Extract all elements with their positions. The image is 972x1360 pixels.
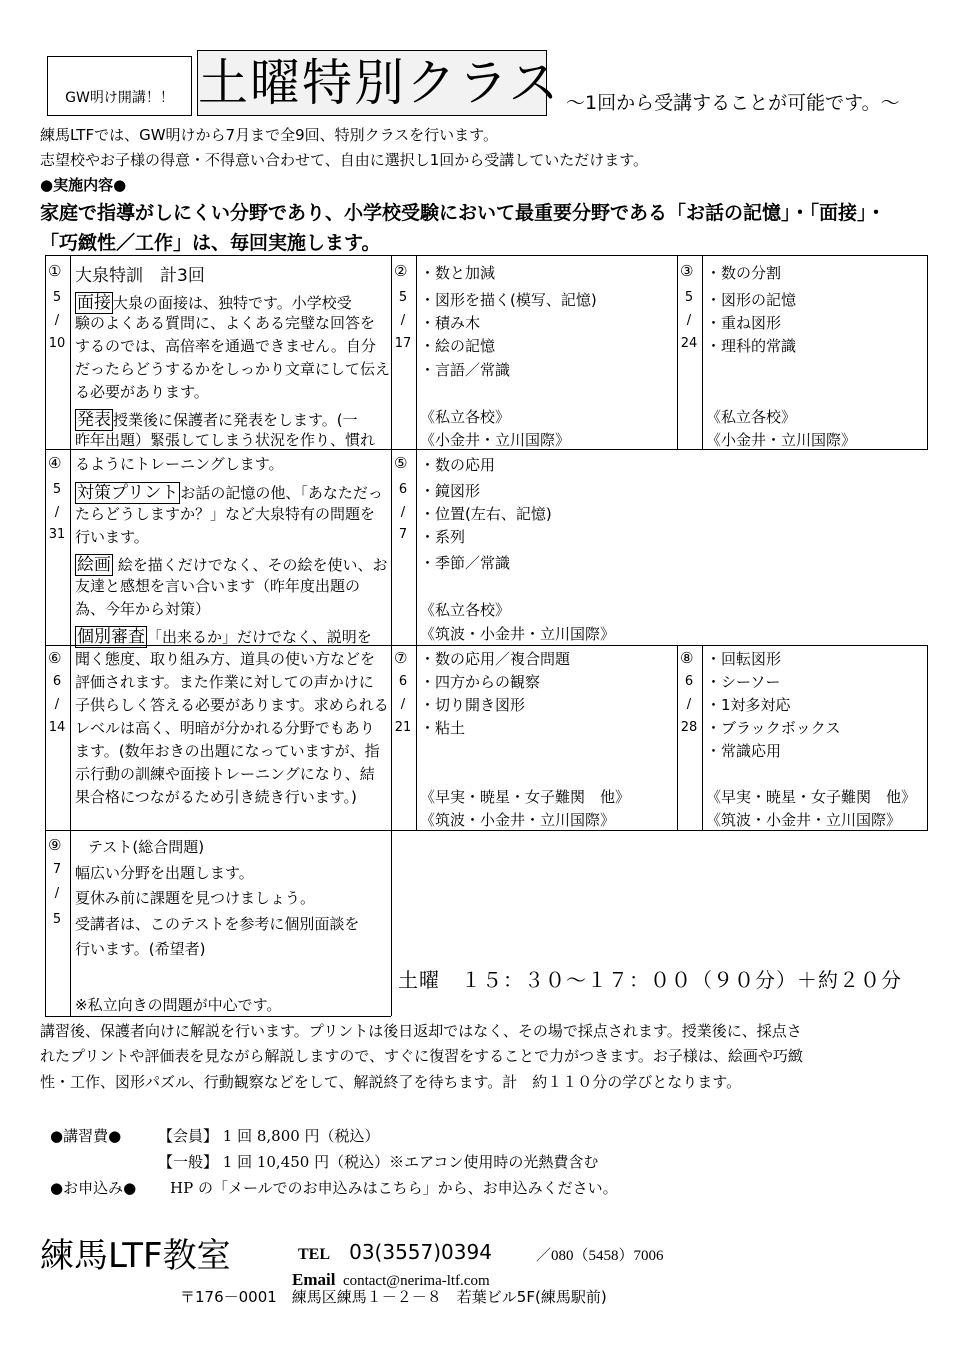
kobetsu-text: 評価されます。また作業に対しての声かけに: [75, 673, 374, 691]
session-5-item: ・系列: [420, 528, 466, 546]
explanation-line: れたプリントや評価表を見ながら解説しますので、すぐに復習をすることで力がつきます。お子様は、絵画や巧緻: [40, 1047, 803, 1065]
session-8-school: 《早実・暁星・女子難関 他》: [706, 788, 917, 806]
session-4-date: 5: [52, 482, 62, 497]
mensetsu-text: 験のよくある質問に、よくある完璧な回答を: [75, 314, 376, 332]
grid-line: [677, 645, 678, 830]
session-3-item: ・数の分割: [706, 264, 782, 282]
session-7-date: 6: [398, 674, 408, 689]
class-time: 土曜 １５：３０～１７：００（９０分）＋約２０分: [398, 968, 902, 992]
fee-member: 【会員】 1 回 8,800 円（税込）: [158, 1127, 380, 1145]
email-label: Email: [292, 1270, 336, 1289]
kaiga-text: 絵を描くだけでなく、その絵を使い、お: [113, 556, 388, 574]
session-1-date: 10: [48, 336, 66, 351]
tel-number: 03(3557)0394: [349, 1240, 492, 1264]
apply-label: ●お申込み●: [50, 1179, 137, 1197]
session-8-item: ・シーソー: [706, 673, 781, 691]
kobetsu-text: 「出来るか」だけでなく、説明を: [147, 628, 372, 646]
page-title: 土曜特別クラス: [197, 50, 547, 116]
taisaku-text: たらどうしますか？」など大泉特有の問題を: [75, 505, 376, 523]
session-8-item: ・ブラックボックス: [706, 719, 841, 737]
session-7-item: ・数の応用／複合問題: [420, 650, 571, 668]
gw-label: GW明け開講！！: [65, 90, 174, 106]
session-8-school: 《筑波・小金井・立川国際》: [706, 811, 902, 829]
session-8-number: ⑧: [680, 649, 694, 667]
grid-line: [677, 255, 678, 450]
session-5-number: ⑤: [394, 454, 408, 472]
kaiga-line: [75, 550, 387, 575]
session-6-date: /: [54, 697, 60, 712]
grid-line: [45, 255, 928, 256]
grid-line: [927, 255, 928, 450]
session-2-item: ・言語／常識: [420, 361, 511, 379]
kobetsu-text: レベルは高く、明暗が分かれる分野でもあり: [75, 719, 375, 737]
taisaku-text: 行います。: [75, 528, 149, 546]
session-7-school: 《筑波・小金井・立川国際》: [420, 811, 616, 829]
session-3-school: 《小金井・立川国際》: [706, 431, 857, 449]
grid-line: [45, 1016, 391, 1017]
session-8-item: ・1対多対応: [706, 696, 791, 714]
email-address[interactable]: contact@nerima-ltf.com: [342, 1273, 490, 1289]
session-5-school: 《私立各校》: [420, 601, 511, 619]
mensetsu-text: するのでは、高倍率を通過できません。自分: [75, 337, 376, 355]
session-2-school: 《私立各校》: [420, 408, 511, 426]
happyo-text: るようにトレーニングします。: [75, 455, 284, 473]
kobetsu-text: 果合格につながるため引き続き行います。): [75, 788, 357, 806]
session-4-date: /: [54, 505, 60, 520]
kobetsu-text: 聞く態度、取り組み方、道具の使い方などを: [75, 650, 376, 668]
gw-label-box: [47, 56, 192, 116]
session-7-item: ・粘土: [420, 719, 466, 737]
taisaku-line: [75, 478, 383, 503]
tel-line: [298, 1240, 492, 1264]
intro-line-2: 志望校やお子様の得意・不得意い合わせて、自由に選択し1回から受講していただけます。: [40, 151, 649, 169]
session-4-number: ④: [48, 454, 62, 472]
lead-line-2: 「巧緻性／工作」は、毎回実施します。: [40, 232, 381, 254]
session-3-item: ・図形の記憶: [706, 291, 797, 309]
session-7-date: /: [400, 697, 406, 712]
session-7-school: 《早実・暁星・女子難関 他》: [420, 788, 631, 806]
happyo-tag: 発表: [77, 410, 111, 430]
grid-line: [416, 255, 417, 830]
grid-line: [927, 645, 928, 830]
session-7-date: 21: [394, 720, 412, 735]
session-7-item: ・切り開き図形: [420, 696, 526, 714]
happyo-line: [75, 405, 358, 430]
grid-line: [702, 255, 703, 450]
org-name: 練馬LTF教室: [40, 1236, 231, 1276]
session-9-item: 夏休み前に課題を見つけましょう。: [75, 889, 316, 907]
session-1-date: /: [54, 313, 60, 328]
subtitle: ～1回から受講することが可能です。～: [566, 92, 900, 114]
kobetsu-line: [75, 622, 372, 647]
apply-text: HP の「メールでのお申込みはこちら」から、お申込みください。: [170, 1179, 618, 1197]
session-7-item: ・四方からの観察: [420, 673, 541, 691]
session-5-date: 6: [398, 482, 408, 497]
session-5-item: ・鏡図形: [420, 482, 481, 500]
session-9-item: 受講者は、このテストを参考に個別面談を: [75, 915, 360, 933]
address: 〒176－0001 練馬区練馬１－２－８ 若葉ビル5F(練馬駅前): [180, 1288, 607, 1306]
session-3-date: 5: [684, 290, 694, 305]
session-2-item: ・積み木: [420, 314, 481, 332]
session-6-number: ⑥: [48, 649, 62, 667]
session-9-item: 行います。(希望者): [75, 940, 206, 958]
session-8-date: 6: [684, 674, 694, 689]
grid-line: [391, 255, 392, 1016]
session-2-item: ・数と加減: [420, 264, 496, 282]
fee-label: ●講習費●: [50, 1127, 122, 1145]
session-2-item: ・図形を描く(模写、記憶): [420, 291, 597, 309]
session-6-date: 6: [52, 674, 62, 689]
taisaku-tag: 対策プリント: [77, 483, 179, 503]
session-9-date: /: [54, 886, 60, 901]
session-5-item: ・季節／常識: [420, 554, 511, 572]
happyo-text: 授業後に保護者に発表をします。(一: [113, 411, 358, 429]
tel-label: TEL: [298, 1246, 331, 1263]
session-3-date: 24: [680, 336, 698, 351]
session-9-item: 幅広い分野を出題します。: [75, 864, 254, 882]
session-3-number: ③: [680, 262, 694, 280]
session-5-date: /: [400, 505, 406, 520]
session-2-item: ・絵の記憶: [420, 337, 496, 355]
content-heading: ●実施内容●: [40, 176, 127, 194]
session-1-number: ①: [48, 262, 62, 280]
kaiga-text: 友達と感想を言い合います（昨年度出題の: [75, 577, 361, 595]
session-2-school: 《小金井・立川国際》: [420, 431, 571, 449]
session-9-note: ※私立向きの問題が中心です。: [75, 996, 282, 1014]
kobetsu-text: ます。(数年おきの出題になっていますが、指: [75, 742, 380, 760]
kaiga-text: 為、今年から対策）: [75, 600, 211, 618]
kobetsu-text: 示行動の訓練や面接トレーニングになり、結: [75, 765, 375, 783]
session-2-date: 5: [398, 290, 408, 305]
session-9-number: ⑨: [48, 836, 62, 854]
session-3-item: ・重ね図形: [706, 314, 782, 332]
taisaku-text: お話の記憶の他、「あなただっ: [180, 484, 383, 502]
explanation-line: 性・工作、図形パズル、行動観察などをして、解説終了を待ちます。計 約１１０分の学びとなります。: [40, 1073, 742, 1091]
grid-line: [45, 255, 46, 1016]
session-3-school: 《私立各校》: [706, 408, 797, 426]
session-5-item: ・位置(左右、記憶): [420, 505, 552, 523]
intro-line-1: 練馬LTFでは、GW明けから7月まで全9回、特別クラスを行います。: [40, 126, 498, 144]
session-2-date: /: [400, 313, 406, 328]
tel-secondary: ／080（5458）7006: [536, 1248, 664, 1264]
session-8-item: ・回転図形: [706, 650, 782, 668]
grid-line: [70, 255, 71, 1016]
kaiga-tag: 絵画: [77, 555, 111, 575]
grid-line: [702, 645, 703, 830]
session-1-date: 5: [52, 290, 62, 305]
session-6-date: 14: [48, 720, 66, 735]
kobetsu-text: 子供らしく答える必要があります。求められる: [75, 696, 389, 714]
session-7-number: ⑦: [394, 649, 408, 667]
session-5-date: 7: [398, 527, 408, 542]
session-3-item: ・理科的常識: [706, 337, 797, 355]
session-9-item: テスト(総合問題): [88, 838, 205, 856]
session-1-title: 大泉特訓 計3回: [75, 266, 205, 286]
session-5-item: ・数の応用: [420, 456, 496, 474]
mensetsu-text: だったらどうするかをしっかり文章にして伝え: [75, 360, 391, 378]
session-4-date: 31: [48, 527, 66, 542]
mensetsu-tag: 面接: [77, 293, 111, 313]
grid-line: [45, 830, 928, 831]
session-8-item: ・常識応用: [706, 742, 782, 760]
session-2-number: ②: [394, 262, 408, 280]
mensetsu-text: る必要があります。: [75, 383, 209, 401]
mensetsu-line: [75, 288, 352, 313]
lead-line-1: 家庭で指導がしにくい分野であり、小学校受験において最重要分野である「お話の記憶」・「面接」・: [40, 202, 886, 224]
explanation-line: 講習後、保護者向けに解説を行います。プリントは後日返却ではなく、その場で採点されます。授業後に、採点さ: [40, 1022, 802, 1040]
session-9-date: 5: [52, 912, 62, 927]
mensetsu-text: 大泉の面接は、独特です。小学校受: [113, 294, 352, 312]
session-3-date: /: [686, 313, 692, 328]
kobetsu-tag: 個別審査: [77, 627, 145, 647]
session-8-date: 28: [680, 720, 698, 735]
session-8-date: /: [686, 697, 692, 712]
fee-general: 【一般】 1 回 10,450 円（税込）※エアコン使用時の光熱費含む: [158, 1153, 599, 1171]
happyo-text: 昨年出題）緊張してしまう状況を作り、慣れ: [75, 431, 376, 449]
session-9-date: 7: [52, 862, 62, 877]
session-5-school: 《筑波・小金井・立川国際》: [420, 625, 616, 643]
session-2-date: 17: [394, 336, 412, 351]
